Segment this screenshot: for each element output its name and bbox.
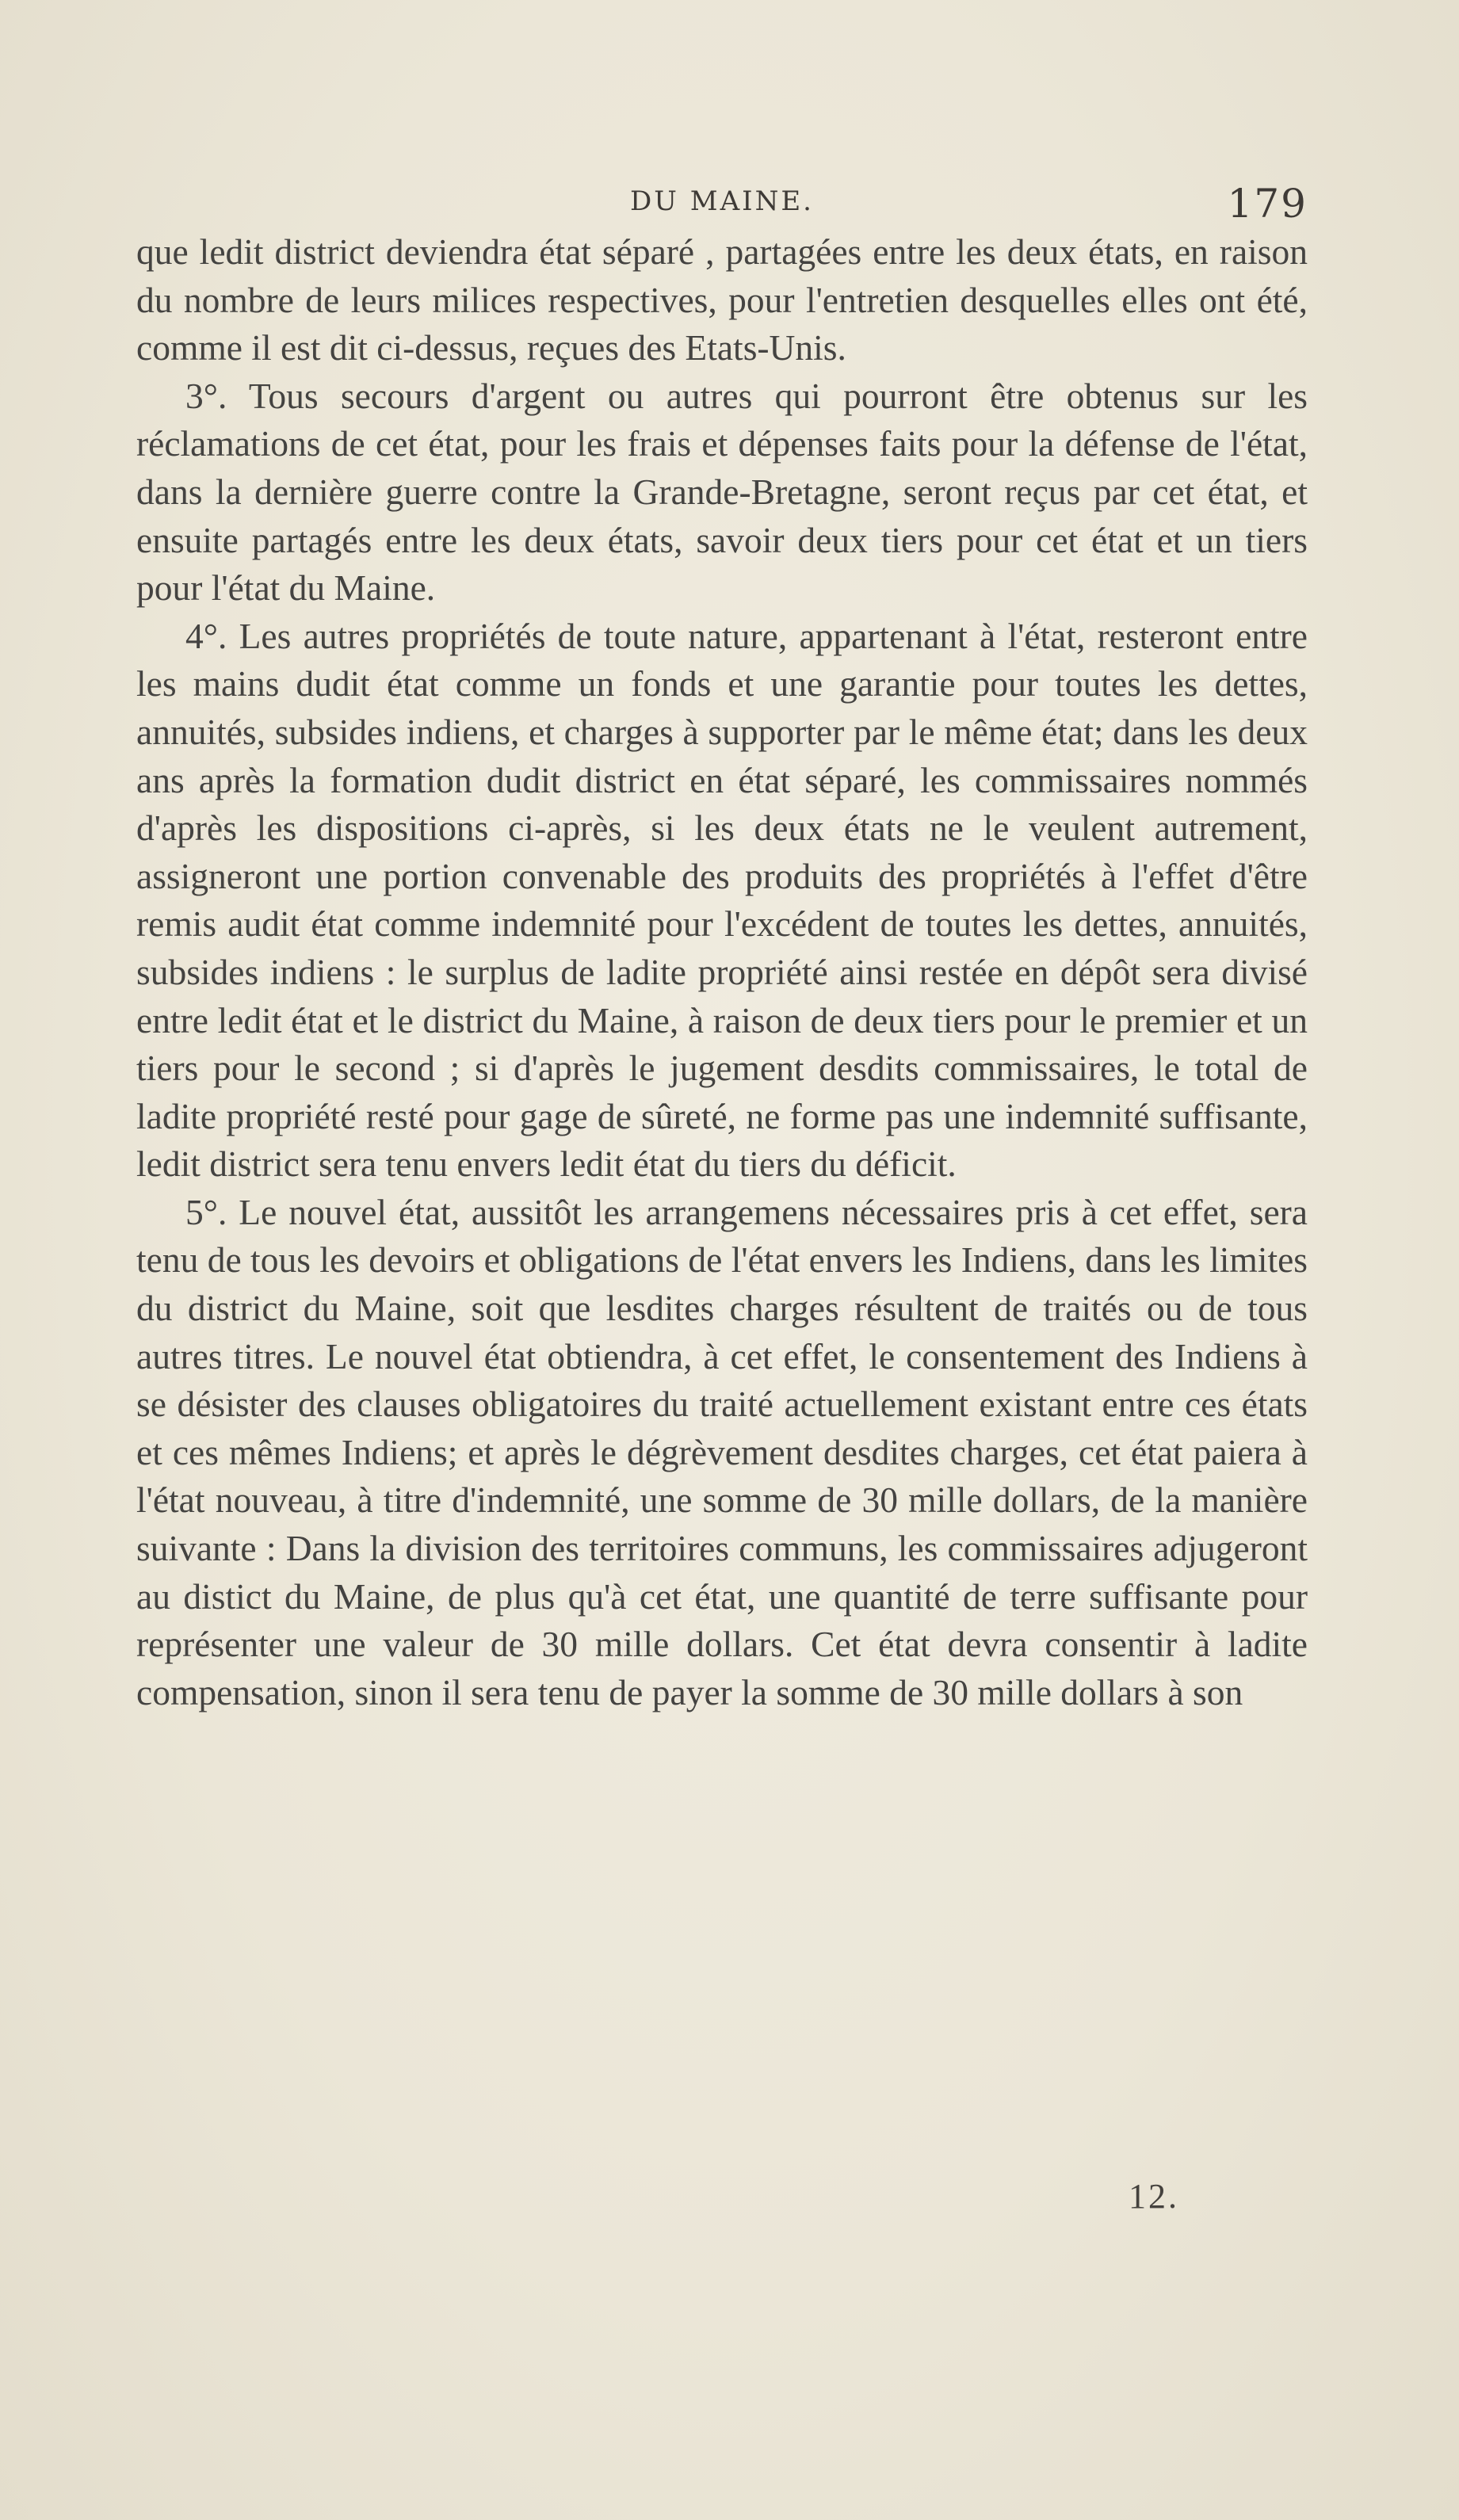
page-number: 179 xyxy=(1227,181,1308,227)
paragraph-continuation: que ledit district deviendra état séparé , partagées entre les deux états, en raison du nombre de leurs milices respectives, pour l'entretien desquelles elles ont été, comme il est dit ci-dessus, reçues des Etats-Unis. xyxy=(136,231,1308,368)
body-text xyxy=(136,228,1308,1716)
paragraph-article-5: 5°. Le nouvel état, aussitôt les arrangemens nécessaires pris à cet effet, sera tenu de tous les devoirs et obligations de l'état envers les Indiens, dans les limites du district du Maine, soit que lesdites charges résultent de traités ou de tous autres titres. Le nouvel état obtiendra, à cet effet, le consentement des Indiens à se désister des clauses obligatoires du traité actuellement existant entre ces états et ces mêmes Indiens; et après le dégrèvement desdites charges, cet état paiera à l'état nouveau, à titre d'indemnité, une somme de 30 mille dollars, de la manière suivante : Dans la division des territoires communs, les commissaires adjugeront au distict du Maine, de plus qu'à cet état, une quantité de terre suffisante pour représenter une valeur de 30 mille dollars. Cet état devra consentir à ladite compensation, sinon il sera tenu de payer la somme de 30 mille dollars à son xyxy=(136,1191,1308,1712)
paragraph-article-4: 4°. Les autres propriétés de toute nature, appartenant à l'état, resteront entre les mains dudit état comme un fonds et une garantie pour toutes les dettes, annuités, subsides indiens, et charges à supporter par le même état; dans les deux ans après la formation dudit district en état séparé, les commissaires nommés d'après les dispositions ci-après, si les deux états ne le veulent autrement, assigneront une portion convenable des produits des propriétés à l'effet d'être remis audit état comme indemnité pour l'excédent de toutes les dettes, annuités, subsides indiens : le surplus de ladite propriété ainsi restée en dépôt sera divisé entre ledit état et le district du Maine, à raison de deux tiers pour le premier et un tiers pour le second ; si d'après le jugement desdits commissaires, le total de ladite propriété resté pour gage de sûreté, ne forme pas une indemnité suffisante, ledit district sera tenu envers ledit état du tiers du déficit. xyxy=(136,615,1308,1185)
signature-mark: 12. xyxy=(1129,2177,1179,2216)
running-title: DU MAINE. xyxy=(630,185,814,217)
paragraph-article-3: 3°. Tous secours d'argent ou autres qui pourront être obtenus sur les réclamations de cet état, pour les frais et dépenses faits pour la défense de l'état, dans la dernière guerre contre la Grande-Bretagne, seront reçus par cet état, et ensuite partagés entre les deux états, savoir deux tiers pour cet état et un tiers pour l'état du Maine. xyxy=(136,375,1308,609)
page-header xyxy=(136,181,1308,228)
